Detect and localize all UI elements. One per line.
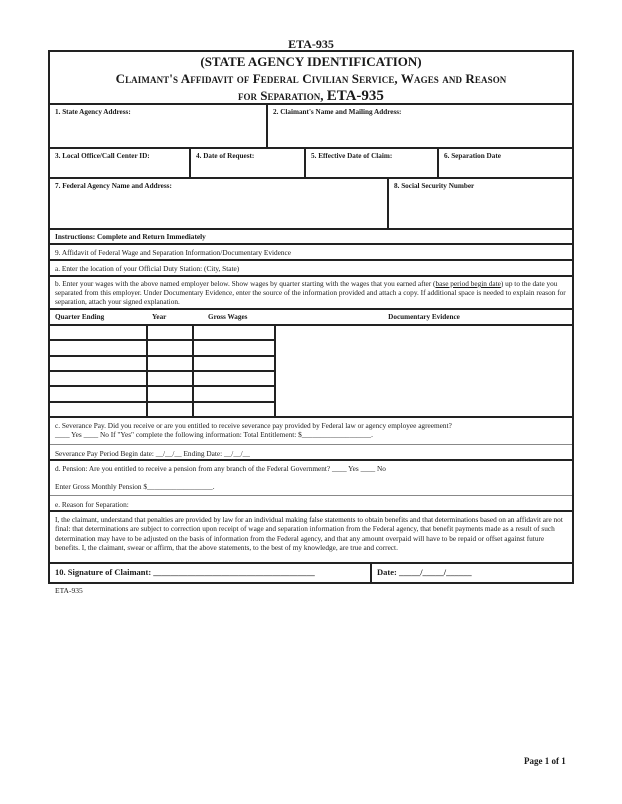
table-row bbox=[50, 403, 274, 416]
effective-date-label: 5. Effective Date of Claim: bbox=[311, 152, 393, 160]
gross-wages-input[interactable] bbox=[194, 326, 274, 339]
gross-wages-input[interactable] bbox=[194, 341, 274, 354]
signature-date-field[interactable]: Date: _____/_____/______ bbox=[377, 567, 472, 577]
year-input[interactable] bbox=[148, 326, 194, 339]
gross-wages-input[interactable] bbox=[194, 403, 274, 416]
effective-date-field[interactable] bbox=[306, 149, 439, 177]
claimant-name-address-field[interactable] bbox=[268, 105, 572, 147]
gross-monthly-pension: Enter Gross Monthly Pension $__________________. bbox=[55, 482, 215, 491]
severance-period-label: Severance Pay Period Begin date: __/__/__ Ending Date: __/__/__ bbox=[55, 449, 250, 458]
quarter-ending-input[interactable] bbox=[50, 372, 148, 385]
base-period-text: base period begin date bbox=[435, 279, 501, 288]
year-input[interactable] bbox=[148, 372, 194, 385]
claimant-name-address-label: 2. Claimant's Name and Mailing Address: bbox=[273, 108, 402, 116]
year-input[interactable] bbox=[148, 341, 194, 354]
documentary-evidence-input[interactable] bbox=[276, 326, 572, 416]
instructions-heading: Instructions: Complete and Return Immediately bbox=[50, 230, 572, 245]
severance-pay-question: c. Severance Pay. Did you receive or are you entitled to receive severance pay provided by Federal law or agency employee agreement? bbox=[55, 421, 452, 430]
year-input[interactable] bbox=[148, 387, 194, 400]
state-agency-address-label: 1. State Agency Address: bbox=[55, 108, 131, 116]
quarter-ending-input[interactable] bbox=[50, 403, 148, 416]
col-quarter-ending: Quarter Ending bbox=[55, 313, 105, 321]
wages-instructions-text-2: ) up to the date you separated from this employer. Under Documentary Evidence, enter the source of the information provided and attach a copy. If additional space is needed to explain reason for separation, attach your signed explanation. bbox=[55, 279, 566, 306]
severance-pay-section[interactable] bbox=[50, 418, 572, 445]
local-office-id-field[interactable] bbox=[50, 149, 191, 177]
dates-row bbox=[50, 149, 572, 179]
col-year: Year bbox=[152, 313, 167, 321]
federal-agency-field[interactable] bbox=[50, 179, 389, 228]
agency-identification-title: (STATE AGENCY IDENTIFICATION) bbox=[200, 54, 422, 69]
reason-for-separation-label: e. Reason for Separation: bbox=[55, 500, 129, 509]
form-title-box bbox=[50, 52, 572, 105]
wages-table bbox=[50, 326, 572, 418]
table-row bbox=[50, 372, 274, 387]
form-code-header: ETA-935 bbox=[288, 37, 334, 51]
ssn-label: 8. Social Security Number bbox=[394, 182, 475, 190]
date-of-request-label: 4. Date of Request: bbox=[196, 152, 255, 160]
wages-grid bbox=[50, 326, 276, 416]
gross-wages-input[interactable] bbox=[194, 372, 274, 385]
gross-wages-input[interactable] bbox=[194, 357, 274, 370]
table-row bbox=[50, 341, 274, 356]
reason-for-separation-field[interactable] bbox=[50, 496, 572, 512]
form-title-line: Claimant's Affidavit of Federal Civilian Service, Wages and Reason bbox=[115, 71, 507, 86]
col-gross-wages: Gross Wages bbox=[208, 313, 248, 321]
year-input[interactable] bbox=[148, 403, 194, 416]
form-title-prefix: for Separation, bbox=[238, 88, 327, 103]
ssn-field[interactable] bbox=[389, 179, 572, 228]
col-documentary-evidence: Documentary Evidence bbox=[388, 313, 460, 321]
federal-agency-row bbox=[50, 179, 572, 230]
form-code-footer: ETA-935 bbox=[55, 586, 83, 595]
pension-section[interactable] bbox=[50, 461, 572, 496]
quarter-ending-input[interactable] bbox=[50, 387, 148, 400]
gross-wages-input[interactable] bbox=[194, 387, 274, 400]
signature-row bbox=[50, 564, 572, 582]
form-title-code: ETA-935 bbox=[326, 88, 384, 104]
page-number: Page 1 of 1 bbox=[524, 756, 566, 766]
severance-period-field[interactable] bbox=[50, 445, 572, 461]
year-input[interactable] bbox=[148, 357, 194, 370]
severance-pay-entitlement: ____ Yes ____ No If "Yes" complete the following information: Total Entitlement: $___________________. bbox=[55, 430, 373, 439]
wages-instructions bbox=[50, 277, 572, 310]
state-agency-address-field[interactable] bbox=[50, 105, 268, 147]
wages-instructions-text: b. Enter your wages with the above named employer below. Show wages by quarter starting with the wages that you earned after ( bbox=[55, 279, 436, 288]
table-row bbox=[50, 326, 274, 341]
separation-date-field[interactable] bbox=[439, 149, 572, 177]
wages-table-header bbox=[50, 310, 572, 326]
table-row bbox=[50, 387, 274, 402]
claimant-statement: I, the claimant, understand that penalties are provided by law for an individual making false statements to obtain benefits and that determinations based on an affidavit are not final: that determinations are subject to correction upon receipt of wage and separation information from the Federal agency, that benefit payments made as a result of such determination may have to be adjusted on the basis of information from the Federal agency, and that any amount overpaid will have to be repaid or offset against future benefits. I, the claimant, swear or affirm, that the above statements, to the best of my knowledge, are true and correct. bbox=[50, 512, 572, 564]
duty-station-label: a. Enter the location of your Official Duty Station: (City, State) bbox=[55, 264, 240, 273]
duty-station-field[interactable] bbox=[50, 261, 572, 277]
section-9-title: 9. Affidavit of Federal Wage and Separation Information/Documentary Evidence bbox=[50, 245, 572, 261]
date-of-request-field[interactable] bbox=[191, 149, 306, 177]
federal-agency-label: 7. Federal Agency Name and Address: bbox=[55, 182, 172, 190]
local-office-id-label: 3. Local Office/Call Center ID: bbox=[55, 152, 150, 160]
address-row bbox=[50, 105, 572, 149]
table-row bbox=[50, 357, 274, 372]
separation-date-label: 6. Separation Date bbox=[444, 152, 501, 160]
form-title-line-2 bbox=[50, 87, 572, 105]
signature-field[interactable]: 10. Signature of Claimant: ______________________________________ bbox=[50, 564, 372, 582]
pension-question: d. Pension: Are you entitled to receive a pension from any branch of the Federal Government? ____ Yes ____ No bbox=[55, 464, 386, 473]
quarter-ending-input[interactable] bbox=[50, 326, 148, 339]
quarter-ending-input[interactable] bbox=[50, 341, 148, 354]
quarter-ending-input[interactable] bbox=[50, 357, 148, 370]
affidavit-form bbox=[48, 50, 574, 584]
